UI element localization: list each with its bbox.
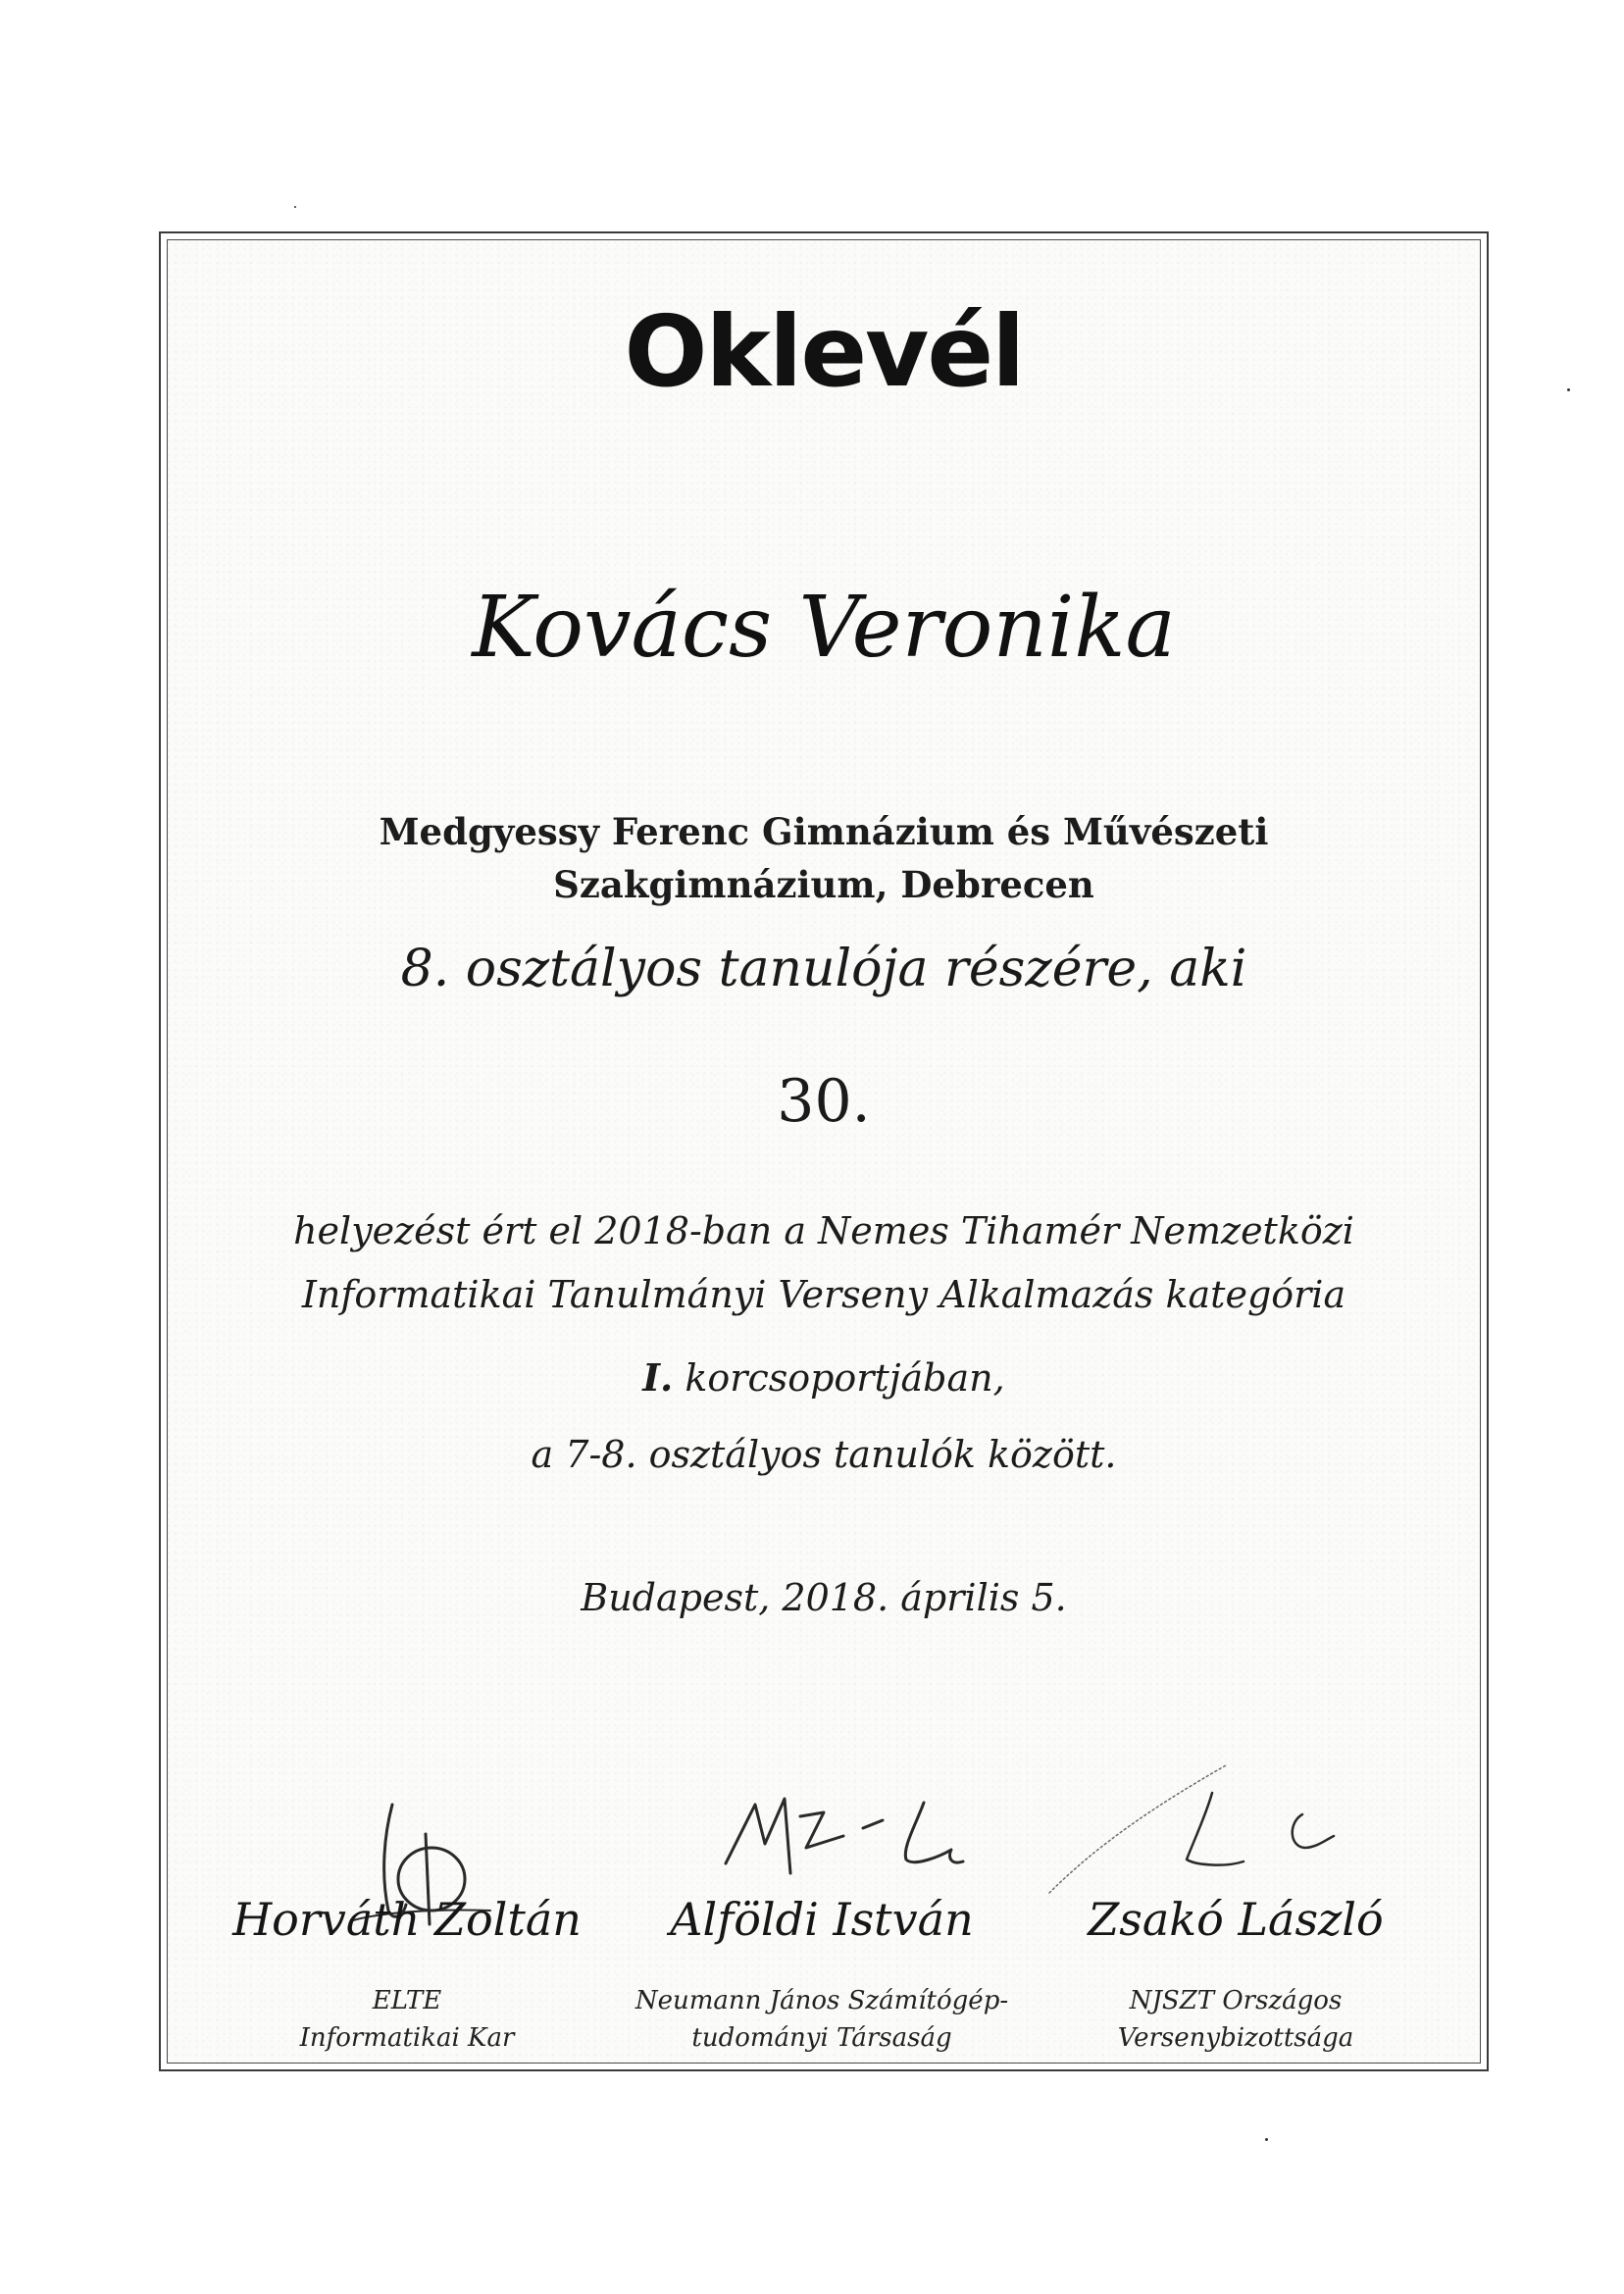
place-and-date: Budapest, 2018. április 5. [581,1576,1067,1619]
age-group-text: korcsoportjában, [685,1356,1005,1400]
signatory-org-3-line-1: NJSZT Országos [1129,1986,1343,2015]
signatory-org-1-line-2: Informatikai Kar [299,2023,515,2053]
signatory-name-2: Alföldi István [670,1893,974,1946]
class-statement: 8. osztályos tanulója részére, aki [400,940,1247,998]
scan-speck [1265,2138,1268,2141]
grade-level-line: a 7-8. osztályos tanulók között. [531,1433,1117,1476]
signature-alfoldi [706,1785,1000,1893]
school-name-line-1: Medgyessy Ferenc Gimnázium és Művészeti [379,810,1269,853]
signature-zsako [1040,1746,1393,1912]
achievement-line-1: helyezést ért el 2018-ban a Nemes Tihamér Nemzetközi [293,1209,1354,1252]
certificate-title: Oklevél [624,294,1024,409]
signatory-name-3: Zsakó László [1088,1893,1384,1946]
scan-speck [294,206,296,208]
age-group-roman: I. [642,1355,674,1400]
signatory-org-1-line-1: ELTE [372,1986,442,2015]
signatory-org-2-line-2: tudományi Társaság [691,2023,952,2053]
school-name-line-2: Szakgimnázium, Debrecen [553,863,1094,906]
placement-rank: 30. [777,1067,871,1136]
signatory-org-2-line-1: Neumann János Számítógép- [634,1986,1009,2015]
signatory-name-1: Horváth Zoltán [232,1893,582,1946]
recipient-name: Kovács Veronika [472,579,1176,677]
age-group-line [167,1349,1481,1407]
signatory-org-3-line-2: Versenybizottsága [1117,2023,1354,2053]
scan-speck [1567,388,1570,391]
achievement-line-2: Informatikai Tanulmányi Verseny Alkalmazás kategória [301,1273,1346,1316]
